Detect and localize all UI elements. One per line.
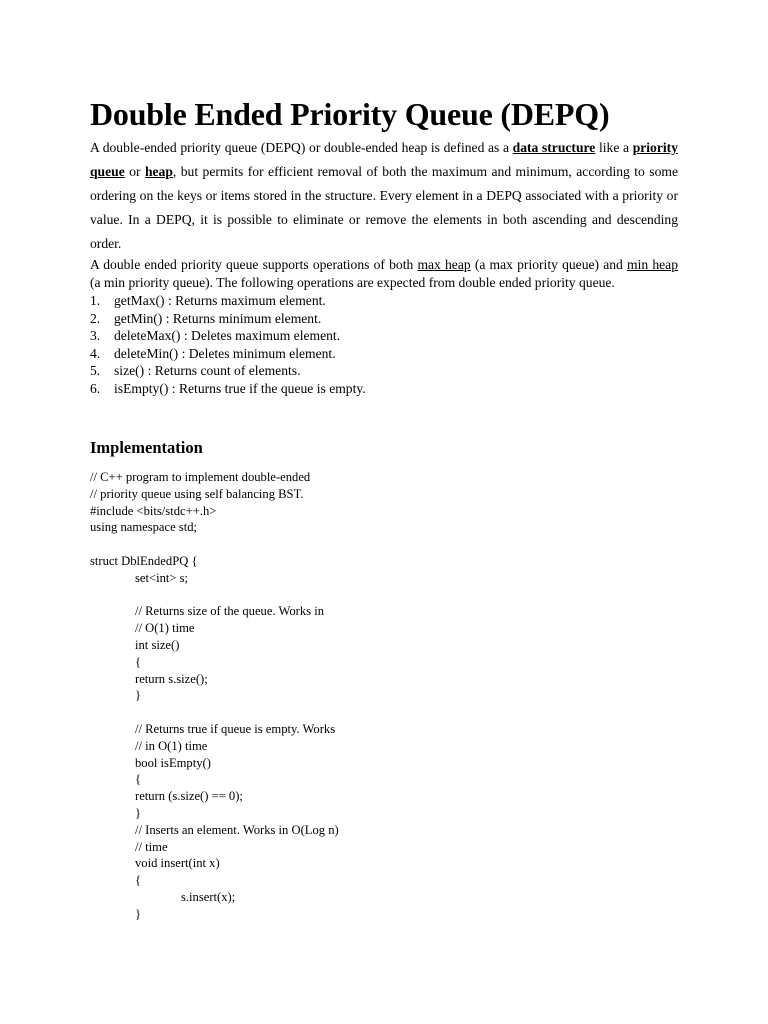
list-number: 6. xyxy=(90,380,101,396)
list-text: getMin() : Returns minimum element. xyxy=(114,310,322,326)
page-title: Double Ended Priority Queue (DEPQ) xyxy=(90,96,610,132)
code-line: set<int> s; xyxy=(135,570,189,585)
list-number: 4. xyxy=(90,345,101,361)
code-line: // Returns size of the queue. Works in xyxy=(135,604,325,619)
code-line: bool isEmpty() xyxy=(135,755,211,770)
code-line: #include <bits/stdc++.h> xyxy=(90,503,217,518)
list-number: 1. xyxy=(90,293,101,308)
code-line xyxy=(90,536,678,553)
list-item xyxy=(90,327,678,345)
list-item xyxy=(90,380,678,398)
list-item xyxy=(90,310,678,328)
intro-text-4: , but permits for efficient removal of both the maximum and minimum, according to some ordering on the keys or items stored in the structure. Every element in a DEPQ associated with a priority or value. In a DEPQ, it is possible to eliminate or remove the elements in both ascending and descending order. xyxy=(90,164,678,251)
code-line xyxy=(90,587,678,604)
link-heap[interactable]: heap xyxy=(144,164,173,179)
list-number: 3. xyxy=(90,328,101,344)
link-min-heap[interactable]: min heap xyxy=(627,257,678,272)
list-item xyxy=(90,345,678,363)
code-block xyxy=(90,469,678,923)
code-line: { xyxy=(135,873,142,888)
intro-paragraph xyxy=(90,136,678,256)
operations-list xyxy=(90,292,678,398)
list-number: 2. xyxy=(90,310,101,326)
code-line: } xyxy=(135,906,142,921)
list-text: deleteMax() : Deletes maximum element. xyxy=(114,328,341,344)
list-text: getMax() : Returns maximum element. xyxy=(114,293,326,308)
link-data-structure[interactable]: data structure xyxy=(512,140,596,155)
list-item xyxy=(90,292,678,310)
code-line: } xyxy=(135,688,142,703)
code-line: // O(1) time xyxy=(135,621,195,636)
list-text: isEmpty() : Returns true if the queue is empty. xyxy=(114,380,366,396)
content xyxy=(90,94,678,921)
intro-text-2: like a xyxy=(595,140,633,155)
link-max-heap[interactable]: max heap xyxy=(417,257,471,272)
code-line: { xyxy=(135,654,142,669)
code-line: // Inserts an element. Works in O(Log n) xyxy=(135,822,339,837)
intro-text-3: or xyxy=(124,164,145,179)
code-line: struct DblEndedPQ { xyxy=(90,553,198,568)
code-line xyxy=(90,704,678,721)
link-priority-queue[interactable]: priority queue xyxy=(90,140,678,179)
ops-text-3: (a min priority queue). The following operations are expected from double ended priority queue. xyxy=(90,275,615,290)
ops-text-2: (a max priority queue) and xyxy=(470,257,628,272)
list-text: size() : Returns count of elements. xyxy=(114,363,301,379)
code-line: return (s.size() == 0); xyxy=(135,789,243,804)
code-line: return s.size(); xyxy=(135,671,208,686)
code-line: void insert(int x) xyxy=(135,856,220,871)
intro-text-1: A double-ended priority queue (DEPQ) or double-ended heap is defined as a xyxy=(90,140,513,155)
implementation-heading: Implementation xyxy=(90,438,203,457)
code-line: // Returns true if queue is empty. Works xyxy=(135,721,336,736)
list-number: 5. xyxy=(90,363,101,379)
code-line: int size() xyxy=(135,637,180,652)
code-line: // priority queue using self balancing BST. xyxy=(90,486,304,501)
code-line: s.insert(x); xyxy=(181,889,236,904)
code-line: { xyxy=(135,772,142,787)
code-line: } xyxy=(135,805,142,820)
code-line: using namespace std; xyxy=(90,520,198,535)
operations-paragraph xyxy=(90,256,678,292)
list-item xyxy=(90,362,678,380)
ops-text-1: A double ended priority queue supports operations of both xyxy=(90,257,418,272)
code-line: // C++ program to implement double-ended xyxy=(90,470,311,484)
list-text: deleteMin() : Deletes minimum element. xyxy=(114,345,336,361)
code-line: // in O(1) time xyxy=(135,738,208,753)
code-line: // time xyxy=(135,839,168,854)
